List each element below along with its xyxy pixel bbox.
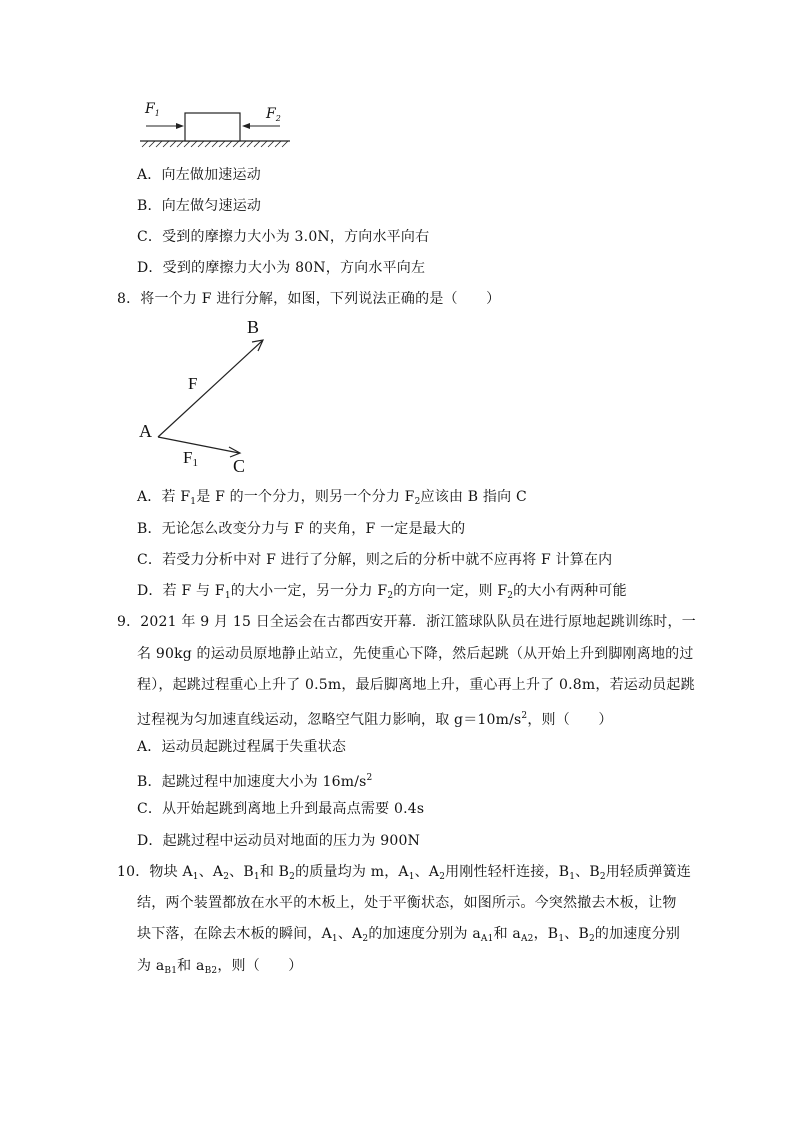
q8-force-decomposition-figure (130, 315, 280, 475)
q7-option-a: A．向左做加速运动 (137, 167, 261, 183)
q7-f2-label: $F_2$ (266, 106, 281, 123)
q10-stem-line-2: 结，两个装置都放在水平的木板上，处于平衡状态，如图所示。今突然撤去木板，让物 (137, 895, 677, 911)
q8-option-d: D．若 F 与 $F_1$的大小一定，另一分力 $F_2$的方向一定，则 $F_2$的大小有两种可能 (137, 583, 627, 601)
q9-stem-line-3: 程），起跳过程重心上升了 0.5m，最后脚离地上升，重心再上升了 0.8m，若运动员起跳 (137, 677, 695, 693)
q8-option-a: A．若 $F_1$是 F 的一个分力，则另一个分力 $F_2$应该由 B 指向 C (137, 489, 527, 507)
q10-stem-line-4: 为 $a_{B1}$和 $a_{B2}$，则（ ） (137, 958, 303, 976)
q8-label-f: F (188, 374, 198, 393)
q8-option-c: C．若受力分析中对 F 进行了分解，则之后的分析中就不应再将 F 计算在内 (137, 552, 613, 568)
ground-hatching (142, 141, 288, 147)
q7-option-d: D．受到的摩擦力大小为 80N，方向水平向左 (137, 260, 426, 276)
q9-stem-line-1: 9．2021 年 9 月 15 日全运会在古都西安开幕．浙江篮球队队员在进行原地起跳训练时，一 (117, 614, 696, 630)
q9-option-c: C．从开始起跳到离地上升到最高点需要 0.4s (137, 801, 425, 817)
q8-label-f1: $F_1$ (183, 448, 198, 469)
q7-f1-label: $F_1$ (145, 101, 160, 118)
q10-stem-line-3: 块下落，在除去木板的瞬间，$A_1$、$A_2$的加速度分别为 $a_{A1}$和 $a_{A2}$，$B_1$、$B_2$的加速度分别 (137, 926, 681, 944)
q8-label-c: C (233, 456, 246, 476)
q9-stem-line-4: 过程视为匀加速直线运动，忽略空气阻力影响，取 $g=10m/s^2$，则（ ） (137, 711, 613, 728)
q8-label-b: B (247, 317, 260, 337)
q9-stem-line-2: 名 90kg 的运动员原地静止站立，先使重心下降，然后起跳（从开始上升到脚刚离地的过 (137, 646, 694, 662)
q10-stem-line-1: 10．物块 $A_1$、$A_2$、$B_1$和 $B_2$的质量均为 m，$A_1$、$A_2$用刚性轻杆连接，$B_1$、$B_2$用轻质弹簧连 (117, 864, 691, 882)
vector-f1 (158, 437, 239, 453)
q9-option-d: D．起跳过程中运动员对地面的压力为 900N (137, 833, 421, 849)
vector-f (158, 341, 262, 437)
q8-label-a: A (139, 421, 152, 441)
q8-stem: 8．将一个力 F 进行分解，如图，下列说法正确的是（ ） (117, 291, 501, 307)
q8-option-b: B．无论怎么改变分力与 F 的夹角，F 一定是最大的 (137, 521, 466, 537)
q7-option-c: C．受到的摩擦力大小为 3.0N，方向水平向右 (137, 229, 430, 245)
q9-option-b: B．起跳过程中加速度大小为 $16m/s^2$ (137, 773, 373, 790)
q9-option-a: A．运动员起跳过程属于失重状态 (137, 739, 347, 755)
q7-option-b: B．向左做匀速运动 (137, 198, 262, 214)
block (185, 113, 240, 141)
